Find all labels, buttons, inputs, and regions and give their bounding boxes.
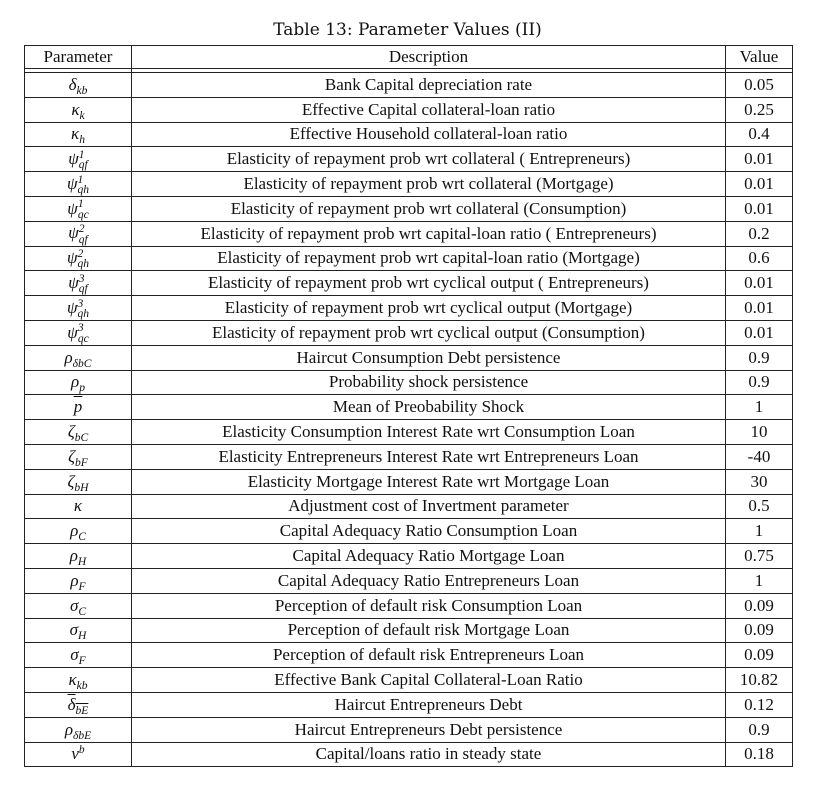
parameter-description: Elasticity Consumption Interest Rate wrt Consumption Loan (132, 420, 726, 445)
symbol-base: ν (71, 744, 79, 764)
symbol-superscript: 1 (78, 147, 85, 161)
parameter-value: 0.01 (726, 172, 793, 197)
symbol-subscript: F (78, 654, 86, 668)
parameter-description: Capital Adequacy Ratio Consumption Loan (132, 519, 726, 544)
parameter-symbol (25, 345, 132, 370)
parameter-value: 0.4 (726, 122, 793, 147)
parameter-value: 0.18 (726, 742, 793, 767)
parameter-value: 0.9 (726, 345, 793, 370)
symbol-superscript: 1 (77, 197, 84, 211)
symbol-base: ψ (67, 198, 78, 218)
symbol-subscript: C (78, 530, 86, 544)
table-row (25, 444, 793, 469)
symbol-base: ψ (68, 149, 79, 169)
symbol-superscript: b (78, 743, 85, 757)
parameter-description: Haircut Entrepreneurs Debt (132, 692, 726, 717)
parameter-symbol (25, 593, 132, 618)
symbol-base: ψ (66, 297, 78, 317)
parameter-symbol (25, 73, 132, 98)
symbol-base: ρ (64, 347, 73, 367)
table-row (25, 73, 793, 98)
table-row (25, 742, 793, 767)
table-row (25, 246, 793, 271)
parameter-description: Elasticity Mortgage Interest Rate wrt Mortgage Loan (132, 469, 726, 494)
symbol-subscript: qh (77, 257, 90, 271)
symbol-subscript: bC (74, 431, 89, 445)
table-row (25, 519, 793, 544)
symbol-subscript: C (78, 604, 87, 618)
symbol-superscript: 3 (77, 321, 84, 335)
table-row (25, 420, 793, 445)
parameter-description: Elasticity of repayment prob wrt capital-loan ratio ( Entrepreneurs) (132, 221, 726, 246)
parameter-symbol (25, 469, 132, 494)
parameter-value: 10.82 (726, 668, 793, 693)
table-row (25, 668, 793, 693)
parameter-value: 0.25 (726, 97, 793, 122)
parameter-symbol (25, 444, 132, 469)
symbol-subscript: kb (76, 679, 88, 693)
symbol-subscript: qf (78, 232, 88, 246)
table-row (25, 196, 793, 221)
symbol-subscript: kb (76, 83, 88, 97)
parameter-symbol (25, 320, 132, 345)
symbol-base: ρ (71, 372, 80, 392)
table-row (25, 692, 793, 717)
symbol-base: ρ (70, 570, 79, 590)
parameter-symbol (25, 643, 132, 668)
parameter-description: Effective Capital collateral-loan ratio (132, 97, 726, 122)
parameter-table (24, 45, 793, 767)
header-description: Description (132, 46, 726, 69)
parameter-symbol (25, 221, 132, 246)
parameter-symbol (25, 246, 132, 271)
table-row (25, 172, 793, 197)
symbol-subscript: k (79, 108, 85, 122)
symbol-base: σ (70, 645, 79, 665)
parameter-value: 0.6 (726, 246, 793, 271)
table-row (25, 717, 793, 742)
parameter-value: 0.09 (726, 593, 793, 618)
parameter-symbol (25, 544, 132, 569)
symbol-subscript: bH (74, 480, 89, 494)
parameter-symbol (25, 717, 132, 742)
parameter-symbol (25, 196, 132, 221)
table-row (25, 296, 793, 321)
parameter-description: Effective Bank Capital Collateral-Loan Ratio (132, 668, 726, 693)
table-row (25, 544, 793, 569)
parameter-symbol (25, 395, 132, 420)
table-row (25, 271, 793, 296)
parameter-description: Capital Adequacy Ratio Mortgage Loan (132, 544, 726, 569)
parameter-symbol (25, 668, 132, 693)
table-row (25, 122, 793, 147)
parameter-value: -40 (726, 444, 793, 469)
symbol-subscript: qh (77, 306, 90, 320)
table-row (25, 593, 793, 618)
symbol-subscript: qh (77, 182, 90, 196)
parameter-symbol (25, 370, 132, 395)
symbol-subscript: H (78, 629, 87, 643)
parameter-value: 0.01 (726, 296, 793, 321)
symbol-base: p (73, 397, 83, 417)
parameter-value: 0.01 (726, 196, 793, 221)
parameter-value: 1 (726, 568, 793, 593)
table-row (25, 643, 793, 668)
table-title: Table 13: Parameter Values (II) (273, 20, 542, 40)
table-body (25, 73, 793, 767)
symbol-base: κ (71, 99, 80, 119)
symbol-subscript: qc (77, 331, 89, 345)
symbol-superscript: 2 (78, 222, 85, 236)
parameter-symbol (25, 271, 132, 296)
table-row (25, 345, 793, 370)
parameter-description: Elasticity of repayment prob wrt collateral (Mortgage) (132, 172, 726, 197)
symbol-base: ρ (64, 719, 73, 739)
parameter-symbol (25, 172, 132, 197)
table-row (25, 97, 793, 122)
parameter-description: Probability shock persistence (132, 370, 726, 395)
parameter-description: Capital Adequacy Ratio Entrepreneurs Loan (132, 568, 726, 593)
parameter-description: Perception of default risk Mortgage Loan (132, 618, 726, 643)
symbol-base: ζ (68, 446, 76, 466)
parameter-description: Bank Capital depreciation rate (132, 73, 726, 98)
symbol-subscript: qc (77, 207, 89, 221)
parameter-symbol (25, 420, 132, 445)
parameter-symbol (25, 742, 132, 767)
parameter-description: Effective Household collateral-loan ratio (132, 122, 726, 147)
symbol-base: ψ (66, 248, 78, 268)
parameter-symbol (25, 147, 132, 172)
parameter-symbol (25, 97, 132, 122)
parameter-description: Adjustment cost of Invertment parameter (132, 494, 726, 519)
parameter-description: Elasticity of repayment prob wrt cyclical output ( Entrepreneurs) (132, 271, 726, 296)
parameter-description: Elasticity of repayment prob wrt collateral (Consumption) (132, 196, 726, 221)
symbol-subscript: δbC (72, 356, 92, 370)
table-row (25, 618, 793, 643)
parameter-value: 0.9 (726, 717, 793, 742)
parameter-symbol (25, 494, 132, 519)
table-row (25, 320, 793, 345)
symbol-subscript: δbE (72, 728, 92, 742)
parameter-symbol (25, 692, 132, 717)
parameter-description: Haircut Consumption Debt persistence (132, 345, 726, 370)
table-row (25, 469, 793, 494)
parameter-value: 30 (726, 469, 793, 494)
parameter-value: 10 (726, 420, 793, 445)
parameter-description: Capital/loans ratio in steady state (132, 742, 726, 767)
symbol-base: ψ (68, 223, 79, 243)
symbol-subscript: H (77, 555, 87, 569)
parameter-value: 0.12 (726, 692, 793, 717)
symbol-base: ψ (67, 322, 78, 342)
parameter-symbol (25, 519, 132, 544)
table-row (25, 395, 793, 420)
parameter-symbol (25, 296, 132, 321)
symbol-base: σ (69, 620, 79, 640)
symbol-subscript: bE (75, 703, 89, 717)
symbol-base: κ (71, 124, 80, 144)
parameter-description: Haircut Entrepreneurs Debt persistence (132, 717, 726, 742)
parameter-value: 0.09 (726, 643, 793, 668)
symbol-base: ζ (67, 422, 75, 442)
parameter-description: Mean of Preobability Shock (132, 395, 726, 420)
parameter-description: Elasticity of repayment prob wrt cyclical output (Mortgage) (132, 296, 726, 321)
parameter-value: 0.01 (726, 271, 793, 296)
parameter-symbol (25, 568, 132, 593)
symbol-superscript: 3 (78, 271, 85, 285)
symbol-subscript: qf (78, 282, 88, 296)
symbol-subscript: F (78, 579, 86, 593)
symbol-base: ψ (68, 273, 79, 293)
symbol-base: δ (68, 74, 77, 94)
symbol-base: κ (68, 670, 77, 690)
parameter-description: Elasticity of repayment prob wrt cyclical output (Consumption) (132, 320, 726, 345)
parameter-value: 0.01 (726, 320, 793, 345)
parameter-value: 0.09 (726, 618, 793, 643)
parameter-description: Elasticity Entrepreneurs Interest Rate wrt Entrepreneurs Loan (132, 444, 726, 469)
parameter-value: 1 (726, 519, 793, 544)
parameter-value: 0.2 (726, 221, 793, 246)
symbol-superscript: 3 (77, 296, 84, 310)
parameter-description: Elasticity of repayment prob wrt collateral ( Entrepreneurs) (132, 147, 726, 172)
symbol-subscript: qf (78, 158, 88, 172)
symbol-base: ψ (66, 173, 78, 193)
symbol-subscript: h (79, 133, 85, 147)
parameter-value: 0.5 (726, 494, 793, 519)
symbol-base: ρ (69, 546, 78, 566)
symbol-base: ρ (70, 521, 79, 541)
table-row (25, 221, 793, 246)
symbol-superscript: 2 (77, 246, 84, 260)
parameter-symbol (25, 618, 132, 643)
symbol-superscript: 1 (77, 172, 84, 186)
header-value: Value (726, 46, 793, 69)
parameter-description: Perception of default risk Entrepreneurs Loan (132, 643, 726, 668)
parameter-value: 1 (726, 395, 793, 420)
symbol-subscript: p (79, 381, 85, 395)
table-row (25, 494, 793, 519)
parameter-symbol (25, 122, 132, 147)
symbol-base: δ (67, 694, 76, 714)
parameter-description: Perception of default risk Consumption Loan (132, 593, 726, 618)
parameter-value: 0.9 (726, 370, 793, 395)
symbol-base: ζ (67, 471, 75, 491)
table-row (25, 370, 793, 395)
symbol-subscript: bF (75, 455, 88, 469)
symbol-base: κ (73, 496, 83, 516)
parameter-value: 0.05 (726, 73, 793, 98)
symbol-base: σ (69, 595, 79, 615)
parameter-value: 0.01 (726, 147, 793, 172)
header-parameter: Parameter (25, 46, 132, 69)
parameter-description: Elasticity of repayment prob wrt capital-loan ratio (Mortgage) (132, 246, 726, 271)
table-row (25, 568, 793, 593)
parameter-value: 0.75 (726, 544, 793, 569)
table-row (25, 147, 793, 172)
